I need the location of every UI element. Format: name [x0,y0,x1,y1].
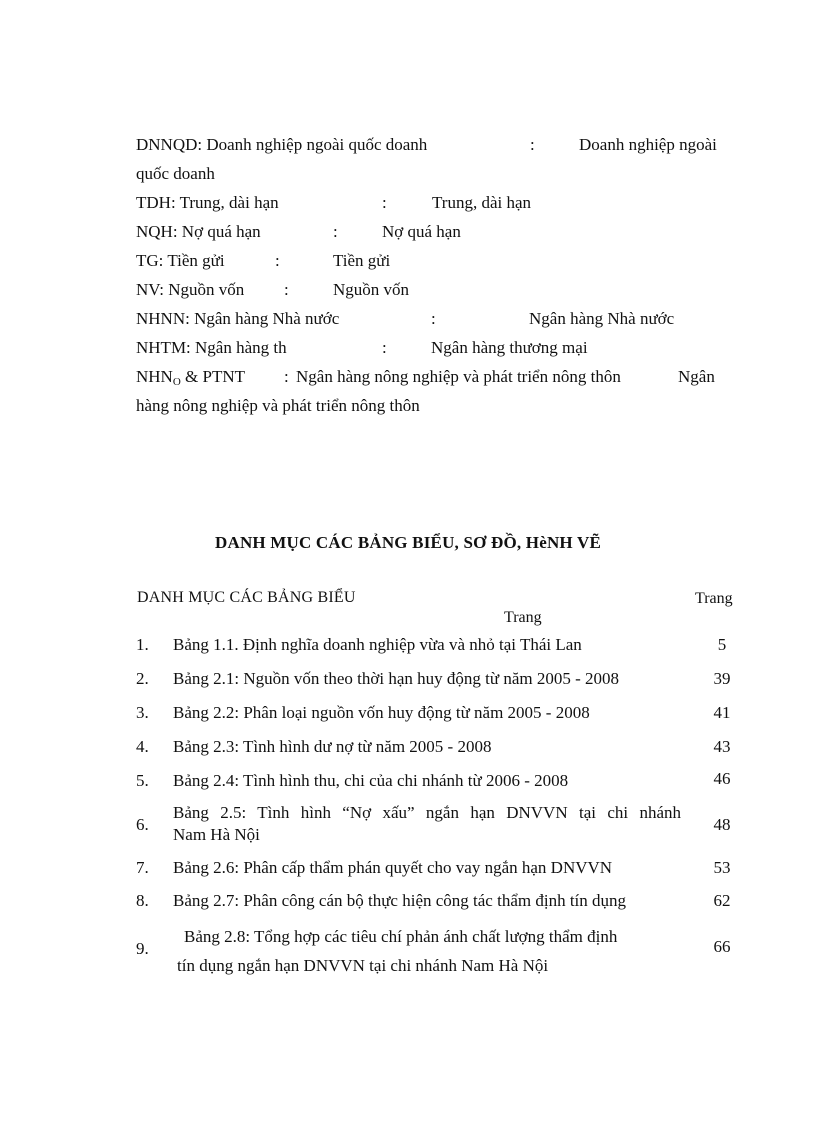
item-page: 62 [713,891,731,910]
abbr-code [136,367,245,392]
item-title: Bảng 2.3: Tình hình dư nợ từ năm 2005 - 2008 [173,737,492,756]
abbr-code: DNNQD: Doanh nghiệp ngoài quốc doanh [136,135,428,154]
item-number: 5. [136,771,149,790]
abbr-continuation: hàng nông nghiệp và phát triển nông thôn [136,396,420,415]
item-number: 3. [136,703,149,722]
abbr-separator: : [382,338,387,357]
item-number: 1. [136,635,149,654]
item-number: 2. [136,669,149,688]
abbr-separator: : [382,193,387,212]
item-page: 46 [713,769,731,788]
abbr-separator: : [284,367,289,386]
abbr-code: NHNN: Ngân hàng Nhà nước [136,309,340,328]
abbr-value: Trung, dài hạn [432,193,532,212]
abbr-separator: : [275,251,280,270]
section-heading: DANH MỤC CÁC BẢNG BIỂU, SƠ ĐỒ, HèNH VẼ [214,533,602,552]
abbr-code: TG: Tiền gửi [136,251,225,270]
abbr-code-suffix: & PTNT [180,367,246,386]
abbr-separator: : [284,280,289,299]
item-title: Bảng 2.2: Phân loại nguồn vốn huy động từ năm 2005 - 2008 [173,703,590,722]
abbr-value-wrap: Ngân [678,367,715,386]
abbr-separator: : [333,222,338,241]
item-page: 5 [717,635,727,654]
abbr-continuation: quốc doanh [136,164,215,183]
item-title: Bảng 2.8: Tổng hợp các tiêu chí phản ánh chất lượng thẩm định [184,927,618,946]
abbr-value: Nợ quá hạn [382,222,461,241]
page-column-label: Trang [695,590,733,607]
abbr-separator: : [431,309,436,328]
item-number: 6. [136,815,149,834]
abbr-value: Ngân hàng Nhà nước [529,309,675,328]
item-number: 7. [136,858,149,877]
item-title: Bảng 2.1: Nguồn vốn theo thời hạn huy động từ năm 2005 - 2008 [173,669,620,688]
abbr-code: TDH: Trung, dài hạn [136,193,279,212]
item-title: Bảng 2.5: Tình hình “Nợ xấu” ngắn hạn DNVVN tại chi nhánh [173,803,681,822]
item-page: 43 [713,737,731,756]
abbr-code-subscript: O [172,376,181,388]
item-page: 39 [713,669,731,688]
abbr-code: NHTM: Ngân hàng th [136,338,287,357]
abbr-value: Doanh nghiệp ngoài [579,135,717,154]
abbr-code: NQH: Nợ quá hạn [136,222,261,241]
item-number: 8. [136,891,149,910]
item-title-continuation: Nam Hà Nội [173,825,260,844]
item-title: Bảng 1.1. Định nghĩa doanh nghiệp vừa và nhỏ tại Thái Lan [173,635,582,654]
item-title: Bảng 2.6: Phân cấp thẩm phán quyết cho vay ngắn hạn DNVVN [173,858,613,877]
abbr-value: Tiền gửi [333,251,391,270]
item-page: 53 [713,858,731,877]
item-page: 48 [713,815,731,834]
abbr-separator: : [530,135,535,154]
item-page: 66 [713,937,731,956]
item-number: 4. [136,737,149,756]
item-title-continuation: tín dụng ngắn hạn DNVVN tại chi nhánh Nam Hà Nội [177,956,549,975]
item-page: 41 [713,703,731,722]
list-header: DANH MỤC CÁC BẢNG BIỂU [137,589,356,606]
item-number: 9. [136,939,149,958]
abbr-code-prefix: NHN [136,367,173,386]
abbr-value: Nguồn vốn [333,280,410,299]
item-title: Bảng 2.4: Tình hình thu, chi của chi nhánh từ 2006 - 2008 [173,771,569,790]
item-title: Bảng 2.7: Phân công cán bộ thực hiện công tác thẩm định tín dụng [173,891,627,910]
abbr-value: Ngân hàng nông nghiệp và phát triển nông thôn [296,367,621,386]
abbr-value: Ngân hàng thương mại [431,338,588,357]
page-column-label-secondary: Trang [504,609,542,626]
abbr-code: NV: Nguồn vốn [136,280,245,299]
